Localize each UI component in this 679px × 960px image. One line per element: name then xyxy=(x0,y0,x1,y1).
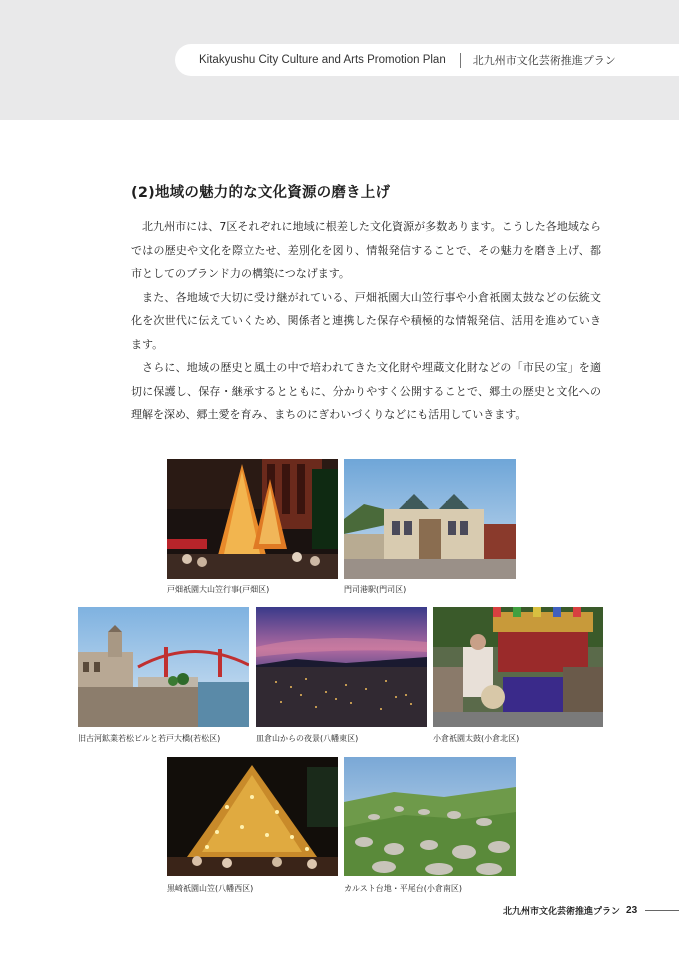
photo-caption: 小倉祇園太鼓(小倉北区) xyxy=(433,734,520,743)
footer-rule xyxy=(645,910,679,911)
header-title-en: Kitakyushu City Culture and Arts Promotion Plan xyxy=(199,54,446,66)
header-title-jp: 北九州市文化芸術推進プラン xyxy=(472,54,616,67)
footer-title: 北九州市文化芸術推進プラン xyxy=(503,907,621,917)
photo-caption: 戸畑祇園大山笠行事(戸畑区) xyxy=(167,585,270,594)
photo-caption: 皿倉山からの夜景(八幡東区) xyxy=(256,734,359,743)
body-text xyxy=(131,215,601,427)
paragraph-2: また、各地域で大切に受け継がれている、戸畑祇園大山笠行事や小倉祇園太鼓などの伝統文化を次世代に伝えていくため、関係者と連携した保存や積極的な情報発信、活用を進めていきます。 xyxy=(131,290,601,351)
photo-mojiko-station xyxy=(344,459,516,579)
photo-caption: 門司港駅(門司区) xyxy=(344,585,407,594)
photo-tobata-gion-oyamakasa xyxy=(167,459,338,579)
photo-caption: 黒崎祇園山笠(八幡西区) xyxy=(167,884,254,893)
section-title: (2)地域の魅力的な文化資源の磨き上げ xyxy=(131,185,391,201)
header-divider xyxy=(460,53,461,68)
photo-kurosaki-gion-yamakasa xyxy=(167,757,338,876)
page-footer xyxy=(503,904,679,917)
photo-caption: 旧古河鉱業若松ビルと若戸大橋(若松区) xyxy=(78,734,221,743)
running-header xyxy=(175,44,679,76)
photo-caption: カルスト台地・平尾台(小倉南区) xyxy=(344,884,463,893)
photo-hiraodai-karst xyxy=(344,757,516,876)
photo-wakamatsu-building-bridge xyxy=(78,607,249,727)
page-number: 23 xyxy=(626,905,638,916)
paragraph-3: さらに、地域の歴史と風土の中で培われてきた文化財や埋蔵文化財などの「市民の宝」を適切に保護し、保存・継承するとともに、分かりやすく公開することで、郷土の歴史と文化への理解を深め、郷土愛を育み、まちのにぎわいづくりなどにも活用していきます。 xyxy=(131,361,601,421)
paragraph-1: 北九州市には、7区それぞれに地域に根差した文化資源が多数あります。こうした各地域ならではの歴史や文化を際立たせ、差別化を図り、情報発信することで、その魅力を磨き上げ、都市としてのブランド力の構築につなげます。 xyxy=(131,220,601,280)
photo-kokura-gion-daiko xyxy=(433,607,603,727)
photo-sarakura-night-view xyxy=(256,607,427,727)
